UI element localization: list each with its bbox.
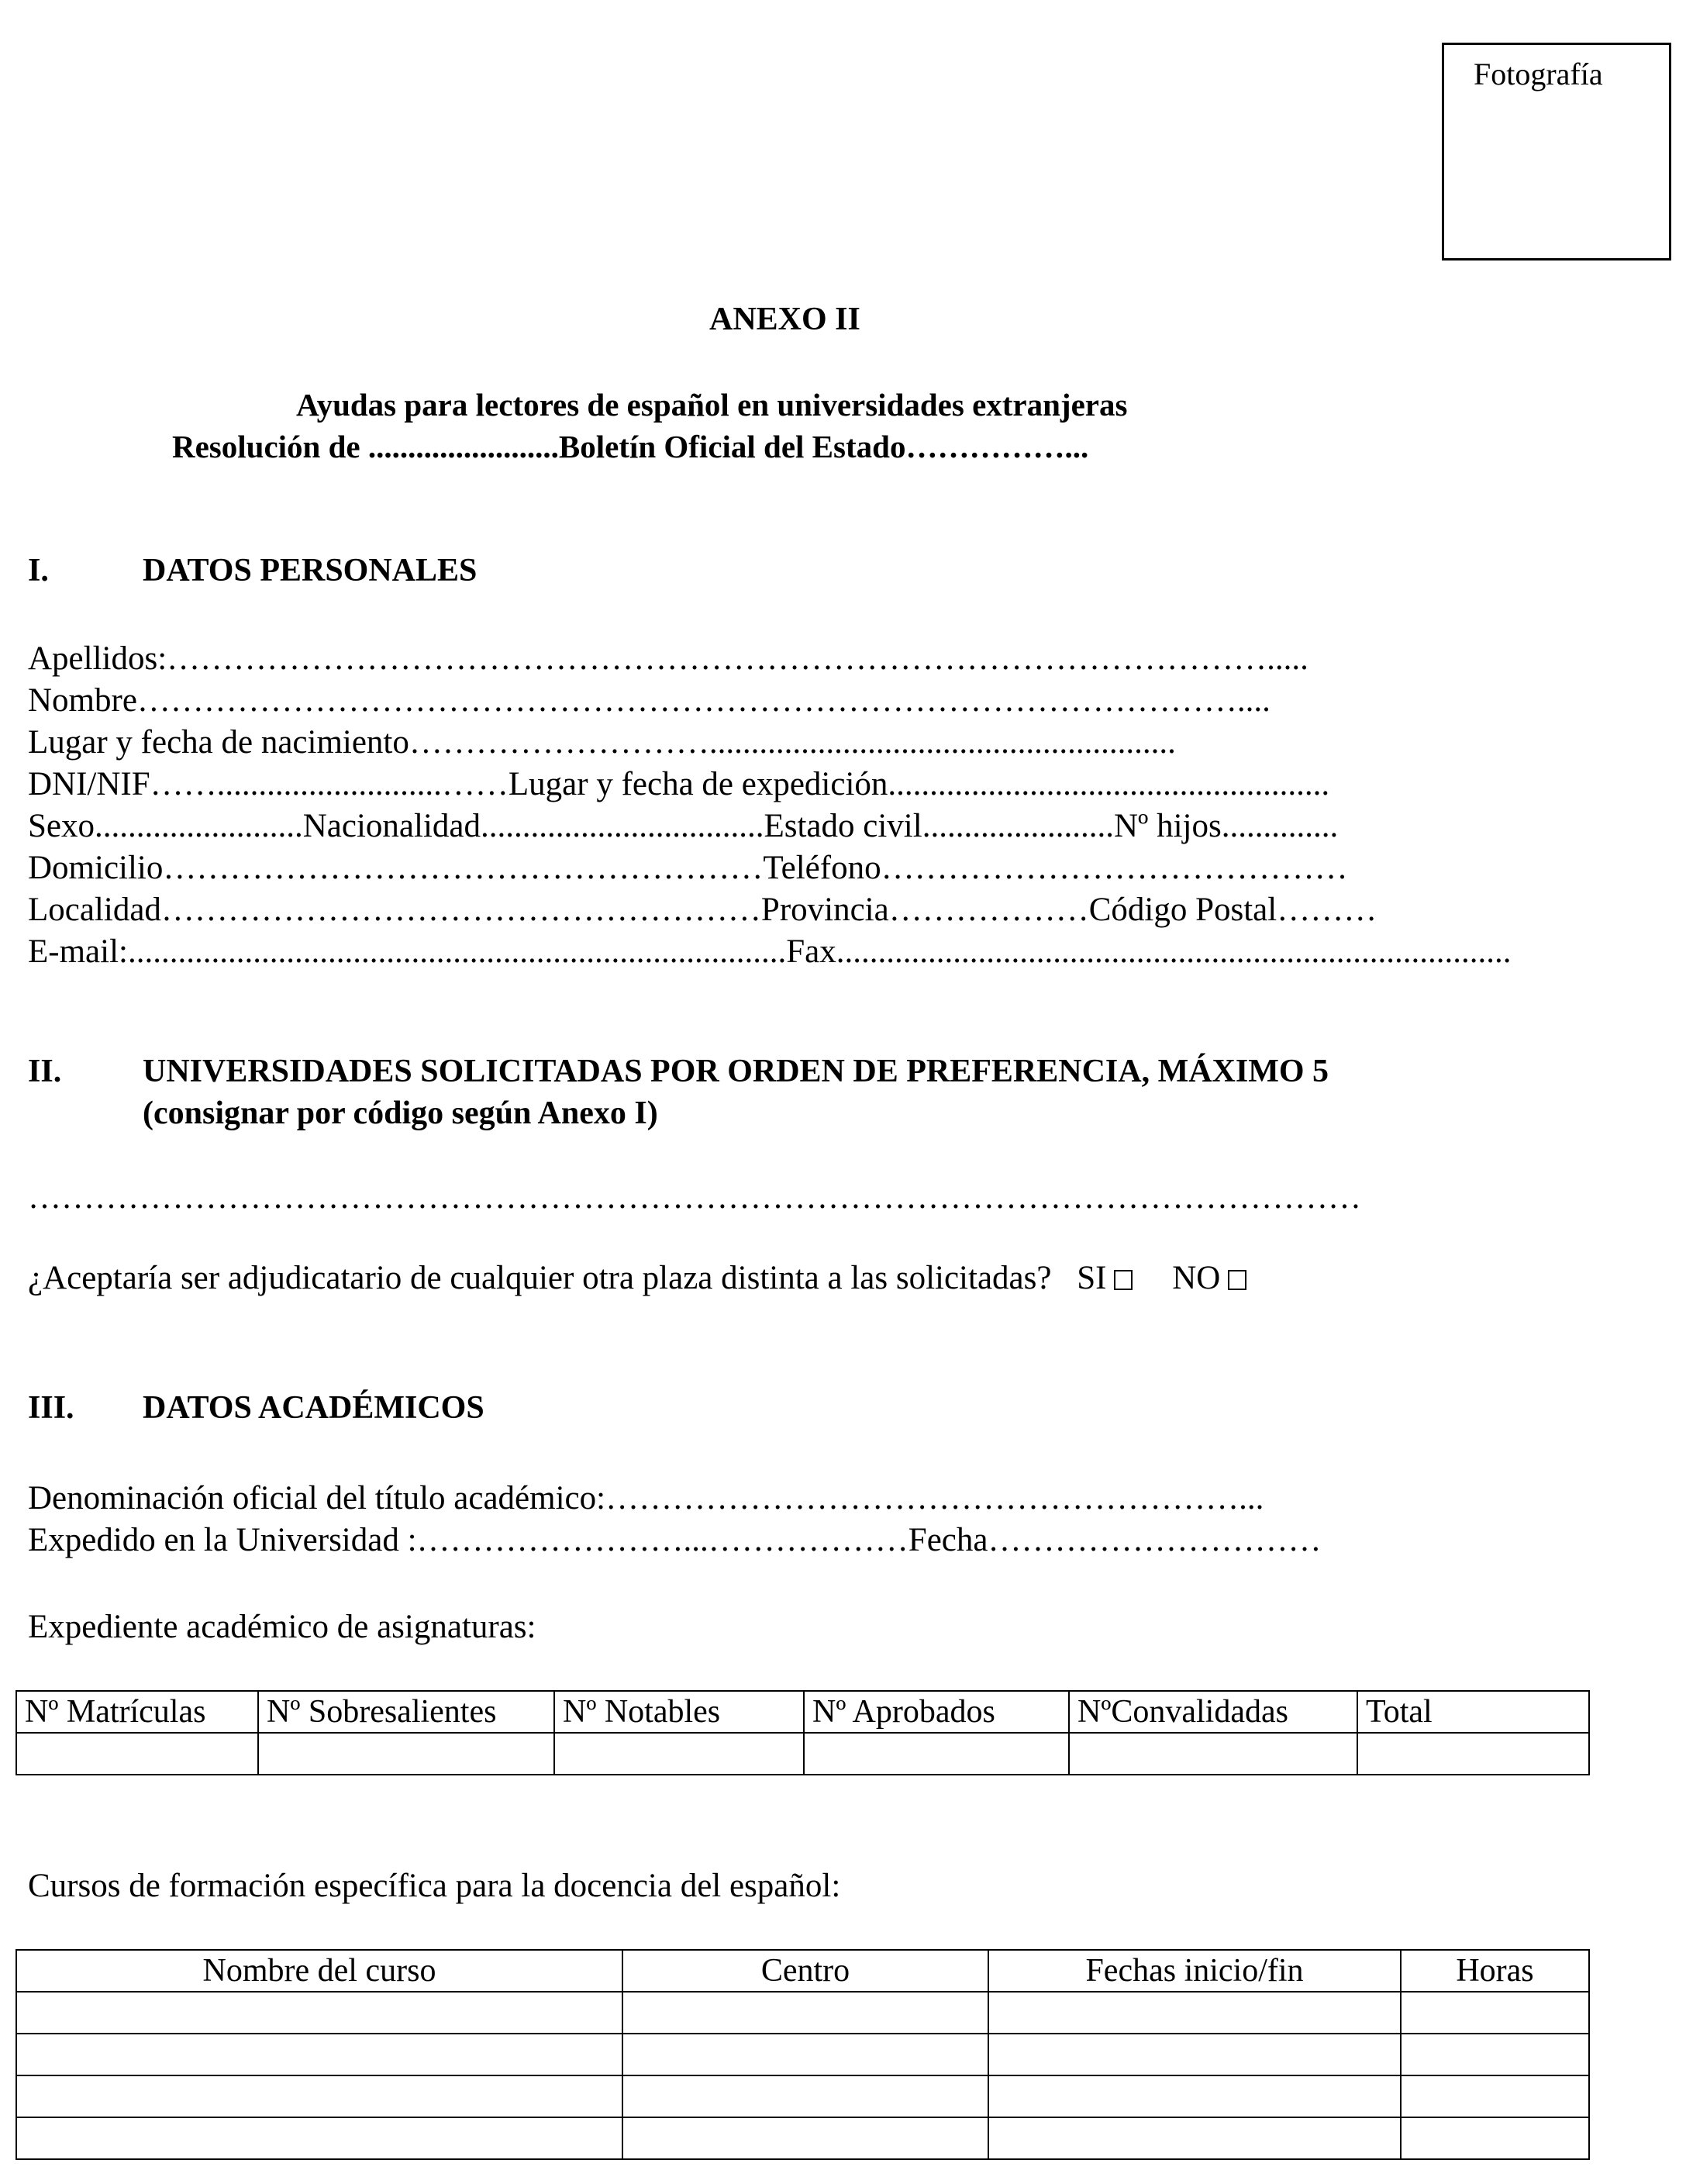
courses-row — [16, 1992, 1589, 2034]
courses-header-cell: Horas — [1401, 1950, 1589, 1992]
field-titulo[interactable]: Denominación oficial del título académico:…………………………………………………... — [28, 1480, 1264, 1516]
courses-cell[interactable] — [16, 2075, 622, 2117]
courses-cell[interactable] — [988, 2117, 1401, 2159]
record-header-cell: Nº Sobresalientes — [258, 1691, 554, 1733]
section3-title: DATOS ACADÉMICOS — [143, 1390, 484, 1426]
field-nombre[interactable]: Nombre……………………………………………………………………………………….... — [28, 682, 1271, 719]
record-table — [16, 1690, 1590, 1775]
record-header-row — [16, 1691, 1589, 1733]
photo-box — [1442, 43, 1671, 260]
si-checkbox[interactable] — [1114, 1270, 1133, 1290]
field-domicilio[interactable]: Domicilio………………………………………………Teléfono…………………………………… — [28, 850, 1348, 886]
courses-header-row — [16, 1950, 1589, 1992]
subtitle: Ayudas para lectores de español en universidades extranjeras — [296, 387, 1128, 423]
record-input-cell[interactable] — [258, 1733, 554, 1775]
photo-label: Fotografía — [1474, 57, 1603, 91]
field-nacimiento[interactable]: Lugar y fecha de nacimiento………………………........................................................ — [28, 724, 1176, 761]
record-label: Expediente académico de asignaturas: — [28, 1609, 536, 1645]
field-localidad[interactable]: Localidad………………………………………………Provincia………………Código Postal……… — [28, 892, 1377, 928]
courses-cell[interactable] — [622, 2117, 988, 2159]
record-header-cell: Nº Aprobados — [804, 1691, 1069, 1733]
courses-cell[interactable] — [16, 2117, 622, 2159]
no-checkbox[interactable] — [1228, 1270, 1246, 1290]
courses-cell[interactable] — [1401, 1992, 1589, 2034]
courses-header-cell: Fechas inicio/fin — [988, 1950, 1401, 1992]
record-header-cell: Nº Notables — [554, 1691, 804, 1733]
courses-cell[interactable] — [1401, 2034, 1589, 2075]
section2-title-line2: (consignar por código según Anexo I) — [143, 1095, 658, 1131]
courses-cell[interactable] — [622, 2034, 988, 2075]
record-input-cell[interactable] — [16, 1733, 258, 1775]
courses-header-cell: Centro — [622, 1950, 988, 1992]
option-si-label: SI — [1077, 1260, 1107, 1296]
section1-title: DATOS PERSONALES — [143, 553, 478, 588]
field-email[interactable]: E-mail:...............................................................................Fax................................................................................. — [28, 933, 1512, 970]
field-apellidos[interactable]: Apellidos:………………………………………………………………………………………..... — [28, 640, 1308, 677]
record-header-cell: Nº Matrículas — [16, 1691, 258, 1733]
question-text: ¿Aceptaría ser adjudicatario de cualquier otra plaza distinta a las solicitadas? — [28, 1260, 1052, 1296]
field-dni[interactable]: DNI/NIF……...........................……Lugar y fecha de expedición..................................................... — [28, 766, 1330, 802]
section2-title: UNIVERSIDADES SOLICITADAS POR ORDEN DE PREFERENCIA, MÁXIMO 5 — [143, 1054, 1329, 1089]
courses-cell[interactable] — [988, 2034, 1401, 2075]
record-input-cell[interactable] — [1069, 1733, 1357, 1775]
annex-title: ANEXO II — [709, 302, 860, 337]
field-universidades[interactable]: ………………………………………………………………………………………………………… — [28, 1179, 1361, 1216]
option-no-label: NO — [1172, 1260, 1221, 1296]
courses-cell[interactable] — [1401, 2117, 1589, 2159]
record-input-cell[interactable] — [554, 1733, 804, 1775]
courses-cell[interactable] — [622, 1992, 988, 2034]
courses-cell[interactable] — [988, 1992, 1401, 2034]
section3-number: III. — [28, 1390, 74, 1426]
courses-row — [16, 2117, 1589, 2159]
section1-number: I. — [28, 553, 49, 588]
courses-table — [16, 1949, 1590, 2160]
courses-cell[interactable] — [622, 2075, 988, 2117]
record-input-cell[interactable] — [1357, 1733, 1589, 1775]
record-input-cell[interactable] — [804, 1733, 1069, 1775]
courses-header-cell: Nombre del curso — [16, 1950, 622, 1992]
courses-cell[interactable] — [16, 1992, 622, 2034]
section2-number: II. — [28, 1054, 62, 1089]
courses-row — [16, 2034, 1589, 2075]
courses-cell[interactable] — [16, 2034, 622, 2075]
resolution-line: Resolución de ........................Boletín Oficial del Estado……………... — [172, 429, 1089, 464]
record-header-cell: NºConvalidadas — [1069, 1691, 1357, 1733]
courses-cell[interactable] — [1401, 2075, 1589, 2117]
courses-cell[interactable] — [988, 2075, 1401, 2117]
courses-row — [16, 2075, 1589, 2117]
record-header-cell: Total — [1357, 1691, 1589, 1733]
record-input-row — [16, 1733, 1589, 1775]
courses-label: Cursos de formación específica para la docencia del español: — [28, 1868, 841, 1904]
field-universidad-fecha[interactable]: Expedido en la Universidad :……………………...………………Fecha………………………… — [28, 1522, 1322, 1558]
question-row — [28, 1259, 1246, 1297]
field-sexo[interactable]: Sexo.........................Nacionalidad..................................Estado civil.......................Nº hijos.............. — [28, 808, 1339, 844]
